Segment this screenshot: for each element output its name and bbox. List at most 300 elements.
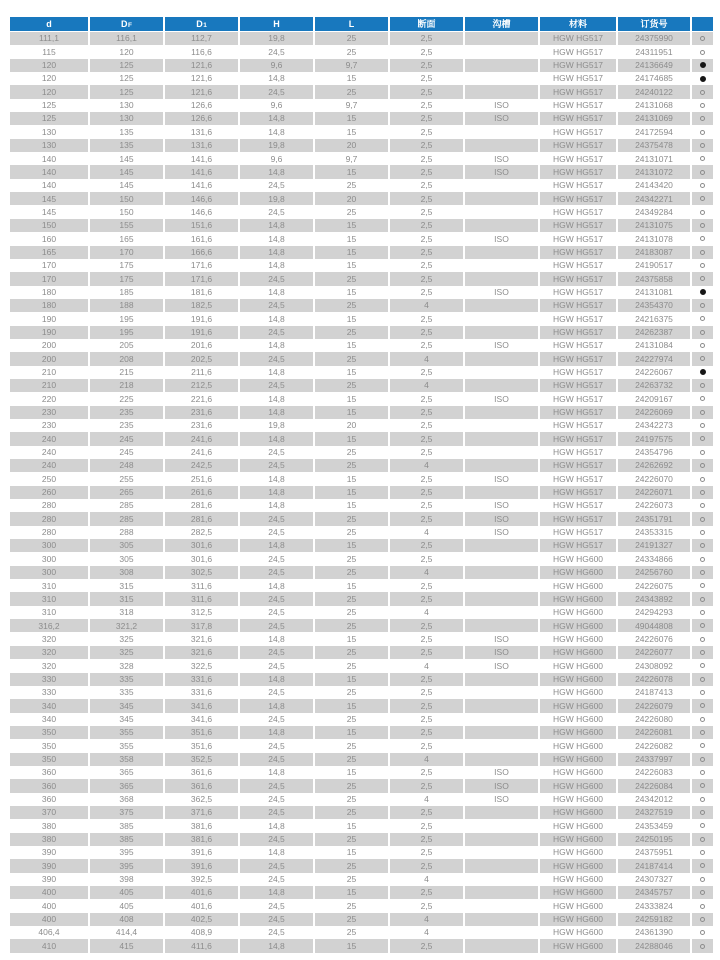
cell-order-number: 24187413: [618, 686, 690, 699]
cell-mark: [692, 352, 713, 365]
cell-order-number: 24131084: [618, 339, 690, 352]
open-circle-icon: [700, 597, 705, 602]
cell-l: 15: [315, 366, 388, 379]
cell-df: 125: [90, 72, 163, 85]
cell-groove: [465, 913, 538, 926]
open-circle-icon: [700, 116, 705, 121]
open-circle-icon: [700, 156, 705, 161]
cell-section: 4: [390, 873, 463, 886]
cell-d1: 166,6: [165, 246, 238, 259]
cell-df: 120: [90, 45, 163, 58]
cell-section: 2,5: [390, 366, 463, 379]
table-row: [10, 392, 713, 405]
open-circle-icon: [700, 770, 705, 775]
cell-df: 175: [90, 259, 163, 272]
cell-groove: [465, 419, 538, 432]
open-circle-icon: [700, 90, 705, 95]
cell-d1: 131,6: [165, 125, 238, 138]
product-spec-table: [10, 17, 713, 953]
cell-l: 25: [315, 806, 388, 819]
open-circle-icon: [700, 303, 705, 308]
cell-d1: 242,5: [165, 459, 238, 472]
cell-l: 25: [315, 85, 388, 98]
cell-d1: 381,6: [165, 819, 238, 832]
cell-d: 140: [10, 179, 88, 192]
open-circle-icon: [700, 810, 705, 815]
cell-d: 350: [10, 726, 88, 739]
cell-l: 25: [315, 859, 388, 872]
cell-l: 25: [315, 659, 388, 672]
cell-d1: 331,6: [165, 686, 238, 699]
cell-section: 2,5: [390, 205, 463, 218]
cell-groove: [465, 259, 538, 272]
cell-df: 345: [90, 699, 163, 712]
cell-section: 2,5: [390, 326, 463, 339]
cell-df: 248: [90, 459, 163, 472]
cell-mark: [692, 219, 713, 232]
cell-l: 15: [315, 406, 388, 419]
cell-df: 195: [90, 312, 163, 325]
cell-groove: [465, 726, 538, 739]
cell-h: 14,8: [240, 939, 313, 952]
cell-d: 300: [10, 566, 88, 579]
table-row: [10, 779, 713, 792]
table-body: [10, 32, 713, 953]
cell-section: 2,5: [390, 165, 463, 178]
cell-section: 2,5: [390, 32, 463, 45]
cell-section: 4: [390, 793, 463, 806]
header-d: d: [10, 17, 88, 31]
cell-section: 2,5: [390, 45, 463, 58]
table-row: [10, 165, 713, 178]
cell-material: HGW HG600: [540, 766, 616, 779]
cell-l: 15: [315, 886, 388, 899]
cell-material: HGW HG600: [540, 819, 616, 832]
cell-material: HGW HG600: [540, 939, 616, 952]
open-circle-icon: [700, 743, 705, 748]
cell-d1: 121,6: [165, 72, 238, 85]
open-circle-icon: [700, 276, 705, 281]
cell-d: 220: [10, 392, 88, 405]
cell-h: 14,8: [240, 472, 313, 485]
cell-mark: [692, 566, 713, 579]
cell-mark: [692, 246, 713, 259]
cell-order-number: 24345757: [618, 886, 690, 899]
cell-h: 24,5: [240, 686, 313, 699]
cell-d1: 241,6: [165, 446, 238, 459]
cell-df: 321,2: [90, 619, 163, 632]
cell-h: 24,5: [240, 526, 313, 539]
cell-material: HGW HG517: [540, 99, 616, 112]
cell-section: 2,5: [390, 286, 463, 299]
cell-df: 315: [90, 579, 163, 592]
cell-d1: 281,6: [165, 499, 238, 512]
cell-df: 245: [90, 446, 163, 459]
cell-groove: ISO: [465, 472, 538, 485]
cell-h: 24,5: [240, 646, 313, 659]
cell-material: HGW HG517: [540, 432, 616, 445]
cell-section: 2,5: [390, 592, 463, 605]
cell-df: 365: [90, 766, 163, 779]
cell-d1: 202,5: [165, 352, 238, 365]
cell-d1: 126,6: [165, 99, 238, 112]
cell-mark: [692, 819, 713, 832]
cell-material: HGW HG517: [540, 259, 616, 272]
cell-section: 2,5: [390, 726, 463, 739]
table-row: [10, 739, 713, 752]
cell-h: 24,5: [240, 713, 313, 726]
cell-mark: [692, 472, 713, 485]
open-circle-icon: [700, 383, 705, 388]
cell-section: 4: [390, 459, 463, 472]
cell-h: 14,8: [240, 339, 313, 352]
cell-l: 25: [315, 32, 388, 45]
cell-d: 350: [10, 753, 88, 766]
cell-order-number: 24226075: [618, 579, 690, 592]
cell-df: 265: [90, 486, 163, 499]
cell-d: 150: [10, 219, 88, 232]
cell-h: 24,5: [240, 299, 313, 312]
cell-l: 15: [315, 232, 388, 245]
cell-mark: [692, 632, 713, 645]
cell-section: 2,5: [390, 579, 463, 592]
cell-h: 14,8: [240, 726, 313, 739]
cell-order-number: 24226082: [618, 739, 690, 752]
cell-l: 25: [315, 179, 388, 192]
header-section: 断面: [390, 17, 463, 31]
cell-order-number: 24197575: [618, 432, 690, 445]
open-circle-icon: [700, 823, 705, 828]
cell-section: 2,5: [390, 846, 463, 859]
cell-groove: [465, 739, 538, 752]
cell-material: HGW HG600: [540, 926, 616, 939]
cell-h: 9,6: [240, 152, 313, 165]
cell-l: 15: [315, 499, 388, 512]
cell-order-number: 24226070: [618, 472, 690, 485]
cell-mark: [692, 125, 713, 138]
table-row: [10, 579, 713, 592]
cell-groove: ISO: [465, 659, 538, 672]
open-circle-icon: [700, 917, 705, 922]
table-row: [10, 286, 713, 299]
cell-section: 2,5: [390, 552, 463, 565]
open-circle-icon: [700, 450, 705, 455]
cell-h: 24,5: [240, 753, 313, 766]
cell-section: 2,5: [390, 392, 463, 405]
cell-groove: [465, 32, 538, 45]
cell-groove: [465, 379, 538, 392]
cell-order-number: 24353315: [618, 526, 690, 539]
cell-order-number: 24226083: [618, 766, 690, 779]
cell-section: 2,5: [390, 446, 463, 459]
cell-order-number: 24294293: [618, 606, 690, 619]
cell-order-number: 24226069: [618, 406, 690, 419]
cell-df: 235: [90, 406, 163, 419]
cell-order-number: 24307327: [618, 873, 690, 886]
cell-h: 24,5: [240, 512, 313, 525]
open-circle-icon: [700, 436, 705, 441]
cell-h: 24,5: [240, 85, 313, 98]
cell-d: 320: [10, 632, 88, 645]
table-row: [10, 179, 713, 192]
cell-mark: [692, 286, 713, 299]
open-circle-icon: [700, 196, 705, 201]
cell-d1: 351,6: [165, 726, 238, 739]
cell-d1: 401,6: [165, 886, 238, 899]
cell-mark: [692, 753, 713, 766]
cell-section: 2,5: [390, 152, 463, 165]
cell-mark: [692, 205, 713, 218]
cell-h: 14,8: [240, 766, 313, 779]
cell-order-number: 24191327: [618, 539, 690, 552]
cell-df: 375: [90, 806, 163, 819]
cell-d1: 321,6: [165, 632, 238, 645]
cell-l: 9,7: [315, 152, 388, 165]
header-material: 材料: [540, 17, 616, 31]
cell-d1: 301,6: [165, 552, 238, 565]
cell-material: HGW HG600: [540, 646, 616, 659]
table-row: [10, 152, 713, 165]
open-circle-icon: [700, 130, 705, 135]
cell-d1: 392,5: [165, 873, 238, 886]
cell-mark: [692, 673, 713, 686]
cell-mark: [692, 379, 713, 392]
table-row: [10, 913, 713, 926]
table-row: [10, 833, 713, 846]
cell-mark: [692, 59, 713, 72]
cell-material: HGW HG517: [540, 352, 616, 365]
cell-d1: 231,6: [165, 419, 238, 432]
cell-order-number: 24337997: [618, 753, 690, 766]
cell-groove: [465, 205, 538, 218]
cell-order-number: 24131078: [618, 232, 690, 245]
cell-order-number: 24209167: [618, 392, 690, 405]
cell-h: 24,5: [240, 446, 313, 459]
cell-h: 14,8: [240, 246, 313, 259]
table-row: [10, 606, 713, 619]
open-circle-icon: [700, 703, 705, 708]
cell-order-number: 24187414: [618, 859, 690, 872]
cell-d1: 282,5: [165, 526, 238, 539]
cell-material: HGW HG517: [540, 205, 616, 218]
cell-material: HGW HG600: [540, 726, 616, 739]
cell-section: 2,5: [390, 673, 463, 686]
cell-l: 25: [315, 45, 388, 58]
cell-section: 2,5: [390, 539, 463, 552]
cell-d: 410: [10, 939, 88, 952]
cell-d1: 311,6: [165, 592, 238, 605]
cell-material: HGW HG517: [540, 32, 616, 45]
cell-l: 15: [315, 246, 388, 259]
cell-df: 155: [90, 219, 163, 232]
cell-df: 125: [90, 59, 163, 72]
cell-material: HGW HG600: [540, 779, 616, 792]
cell-l: 15: [315, 286, 388, 299]
cell-material: HGW HG600: [540, 873, 616, 886]
cell-l: 25: [315, 793, 388, 806]
cell-d: 330: [10, 673, 88, 686]
cell-groove: ISO: [465, 165, 538, 178]
cell-section: 2,5: [390, 632, 463, 645]
cell-material: HGW HG600: [540, 899, 616, 912]
cell-h: 14,8: [240, 499, 313, 512]
table-row: [10, 406, 713, 419]
cell-d: 180: [10, 286, 88, 299]
cell-d1: 121,6: [165, 59, 238, 72]
table-row: [10, 673, 713, 686]
cell-l: 15: [315, 165, 388, 178]
cell-d1: 146,6: [165, 205, 238, 218]
cell-d: 340: [10, 713, 88, 726]
table-row: [10, 592, 713, 605]
cell-section: 2,5: [390, 139, 463, 152]
cell-l: 25: [315, 459, 388, 472]
cell-h: 24,5: [240, 45, 313, 58]
header-groove: 沟槽: [465, 17, 538, 31]
cell-d1: 321,6: [165, 646, 238, 659]
table-row: [10, 459, 713, 472]
cell-df: 170: [90, 246, 163, 259]
cell-material: HGW HG517: [540, 326, 616, 339]
cell-h: 14,8: [240, 366, 313, 379]
open-circle-icon: [700, 170, 705, 175]
table-row: [10, 552, 713, 565]
table-row: [10, 85, 713, 98]
cell-groove: [465, 833, 538, 846]
cell-d: 145: [10, 192, 88, 205]
cell-order-number: 24240122: [618, 85, 690, 98]
cell-d1: 116,6: [165, 45, 238, 58]
table-row: [10, 312, 713, 325]
cell-order-number: 24136649: [618, 59, 690, 72]
cell-order-number: 24190517: [618, 259, 690, 272]
cell-l: 25: [315, 899, 388, 912]
cell-mark: [692, 646, 713, 659]
table-row: [10, 125, 713, 138]
cell-l: 15: [315, 392, 388, 405]
cell-d1: 121,6: [165, 85, 238, 98]
cell-l: 20: [315, 192, 388, 205]
cell-df: 335: [90, 686, 163, 699]
table-row: [10, 205, 713, 218]
cell-d: 330: [10, 686, 88, 699]
cell-d: 360: [10, 766, 88, 779]
cell-d: 300: [10, 539, 88, 552]
cell-df: 255: [90, 472, 163, 485]
cell-order-number: 24143420: [618, 179, 690, 192]
cell-section: 2,5: [390, 739, 463, 752]
cell-d1: 161,6: [165, 232, 238, 245]
cell-h: 24,5: [240, 806, 313, 819]
cell-d: 230: [10, 419, 88, 432]
cell-material: HGW HG517: [540, 526, 616, 539]
cell-l: 15: [315, 726, 388, 739]
cell-order-number: 24361390: [618, 926, 690, 939]
cell-df: 165: [90, 232, 163, 245]
cell-l: 25: [315, 326, 388, 339]
cell-h: 24,5: [240, 566, 313, 579]
cell-groove: [465, 899, 538, 912]
cell-h: 24,5: [240, 793, 313, 806]
cell-groove: [465, 45, 538, 58]
cell-h: 19,8: [240, 192, 313, 205]
cell-material: HGW HG517: [540, 459, 616, 472]
cell-section: 4: [390, 913, 463, 926]
cell-material: HGW HG517: [540, 312, 616, 325]
cell-l: 15: [315, 846, 388, 859]
cell-groove: ISO: [465, 152, 538, 165]
table-row: [10, 326, 713, 339]
cell-df: 145: [90, 165, 163, 178]
cell-section: 2,5: [390, 59, 463, 72]
cell-mark: [692, 72, 713, 85]
cell-groove: [465, 366, 538, 379]
open-circle-icon: [700, 837, 705, 842]
table-row: [10, 366, 713, 379]
open-circle-icon: [700, 517, 705, 522]
cell-mark: [692, 165, 713, 178]
cell-mark: [692, 85, 713, 98]
open-circle-icon: [700, 463, 705, 468]
cell-d: 400: [10, 913, 88, 926]
cell-l: 15: [315, 486, 388, 499]
cell-d1: 251,6: [165, 472, 238, 485]
cell-material: HGW HG517: [540, 406, 616, 419]
cell-material: HGW HG600: [540, 659, 616, 672]
cell-h: 24,5: [240, 205, 313, 218]
cell-mark: [692, 686, 713, 699]
cell-material: HGW HG600: [540, 913, 616, 926]
cell-h: 14,8: [240, 219, 313, 232]
cell-groove: [465, 299, 538, 312]
cell-d1: 361,6: [165, 779, 238, 792]
cell-material: HGW HG517: [540, 139, 616, 152]
cell-material: HGW HG600: [540, 739, 616, 752]
cell-groove: ISO: [465, 392, 538, 405]
cell-mark: [692, 326, 713, 339]
open-circle-icon: [700, 610, 705, 615]
cell-mark: [692, 619, 713, 632]
cell-mark: [692, 833, 713, 846]
cell-order-number: 24375951: [618, 846, 690, 859]
cell-material: HGW HG517: [540, 152, 616, 165]
cell-d: 300: [10, 552, 88, 565]
cell-h: 14,8: [240, 165, 313, 178]
cell-order-number: 24227974: [618, 352, 690, 365]
open-circle-icon: [700, 490, 705, 495]
cell-d: 250: [10, 472, 88, 485]
cell-l: 25: [315, 566, 388, 579]
table-row: [10, 899, 713, 912]
cell-l: 15: [315, 632, 388, 645]
cell-l: 15: [315, 539, 388, 552]
cell-groove: [465, 272, 538, 285]
cell-groove: [465, 432, 538, 445]
open-circle-icon: [700, 503, 705, 508]
cell-section: 2,5: [390, 419, 463, 432]
cell-mark: [692, 793, 713, 806]
cell-d: 180: [10, 299, 88, 312]
cell-groove: ISO: [465, 646, 538, 659]
cell-d1: 261,6: [165, 486, 238, 499]
cell-order-number: 24174685: [618, 72, 690, 85]
cell-order-number: 24308092: [618, 659, 690, 672]
cell-df: 218: [90, 379, 163, 392]
cell-d1: 181,6: [165, 286, 238, 299]
cell-h: 24,5: [240, 459, 313, 472]
table-row: [10, 566, 713, 579]
cell-df: 188: [90, 299, 163, 312]
